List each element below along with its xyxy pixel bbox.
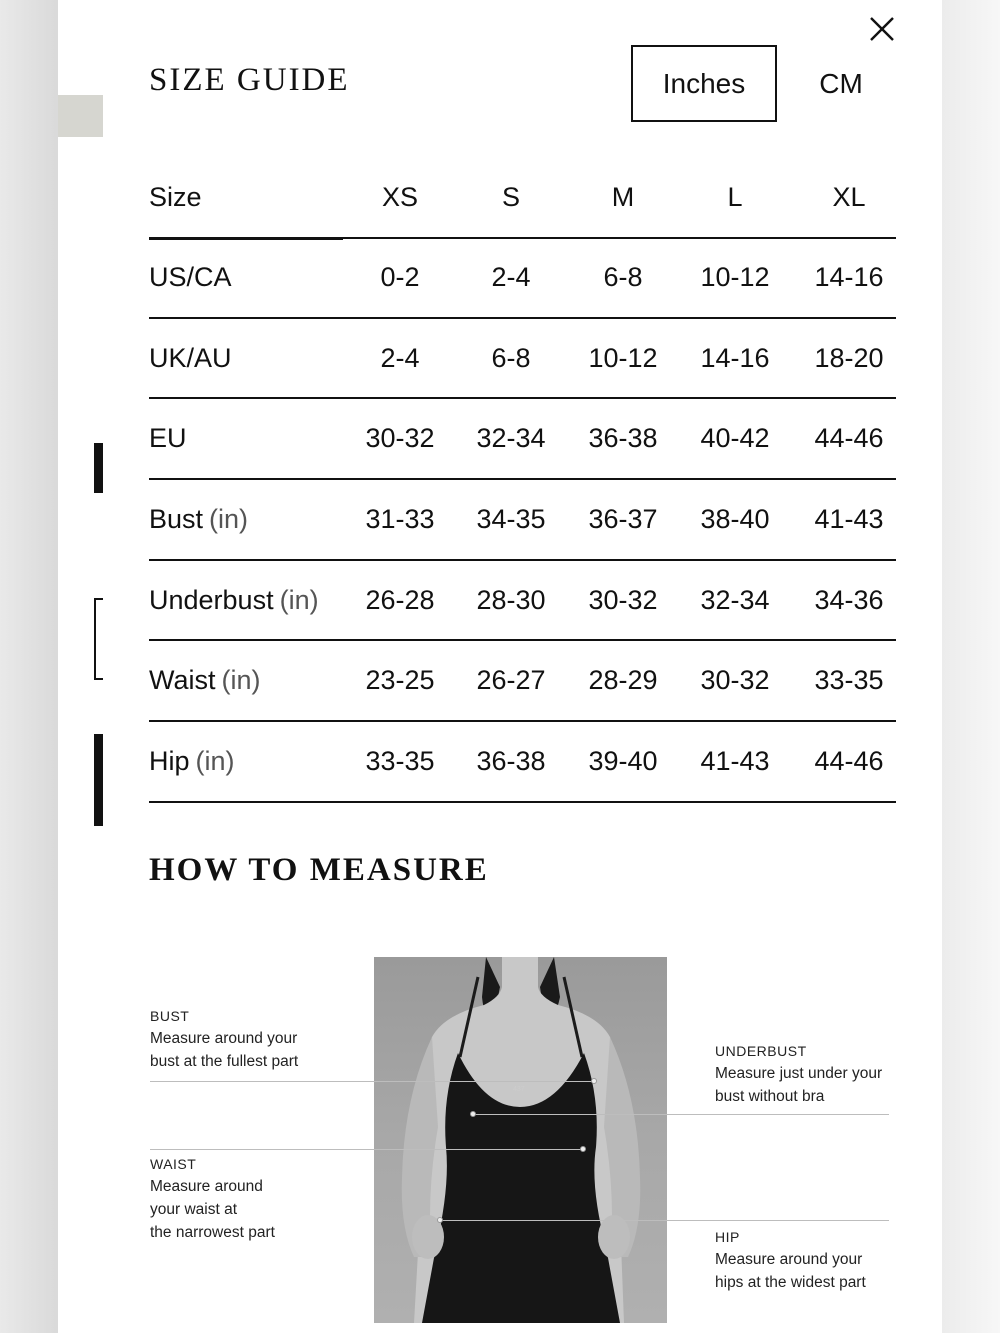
row-label-unit: (in) <box>195 745 235 776</box>
waist-title: WAIST <box>150 1156 197 1172</box>
table-cell: 33-35 <box>814 665 884 696</box>
hip-desc-line: hips at the widest part <box>715 1274 866 1291</box>
table-header-label: Size <box>149 182 202 212</box>
table-cell: 2-4 <box>491 261 531 292</box>
background-band <box>58 95 104 137</box>
model-figure-image <box>374 957 667 1323</box>
row-label-text: Underbust <box>149 584 274 615</box>
size-column-header: L <box>727 182 743 212</box>
model-figure-illustration <box>374 957 667 1323</box>
row-label <box>149 238 364 317</box>
hip-callout <box>715 1226 866 1294</box>
size-column-header: S <box>501 182 520 212</box>
table-cell: 28-29 <box>588 665 658 696</box>
table-cell: 26-27 <box>476 665 546 696</box>
underbust-marker <box>470 1111 476 1117</box>
waist-guide-line <box>150 1149 584 1150</box>
unit-toggle-cm[interactable]: CM <box>793 45 889 122</box>
table-cell: 10-12 <box>588 342 658 373</box>
underbust-title: UNDERBUST <box>715 1043 807 1059</box>
garment-tag: 437 <box>513 1086 525 1093</box>
row-label-text: UK/AU <box>149 342 232 373</box>
table-row <box>149 561 896 642</box>
hip-title: HIP <box>715 1229 740 1245</box>
hip-marker <box>437 1217 443 1223</box>
bust-guide-line <box>150 1081 596 1082</box>
underbust-guide-line <box>474 1114 889 1115</box>
background-page <box>58 0 104 1333</box>
row-label <box>149 480 364 559</box>
row-label-text: Bust <box>149 503 204 534</box>
bust-callout <box>150 1005 298 1073</box>
table-cell: 41-43 <box>814 503 884 534</box>
waist-callout <box>150 1153 275 1244</box>
table-cell: 36-38 <box>476 745 546 776</box>
size-table <box>149 157 896 803</box>
table-row <box>149 480 896 561</box>
table-cell: 38-40 <box>700 503 770 534</box>
table-row <box>149 399 896 480</box>
table-cell: 0-2 <box>380 261 420 292</box>
row-label-text: Hip <box>149 745 190 776</box>
table-header-row <box>149 157 896 238</box>
table-cell: 2-4 <box>380 342 420 373</box>
row-label <box>149 561 364 640</box>
close-button[interactable] <box>867 14 897 44</box>
waist-desc-line: Measure around <box>150 1178 263 1195</box>
size-column-header: M <box>611 182 635 212</box>
bust-desc-line: bust at the fullest part <box>150 1053 299 1070</box>
table-row <box>149 722 896 803</box>
table-row <box>149 319 896 400</box>
table-cell: 18-20 <box>814 342 884 373</box>
table-cell: 30-32 <box>700 665 770 696</box>
underbust-desc-line: Measure just under your <box>715 1065 883 1082</box>
table-cell: 34-35 <box>476 503 546 534</box>
table-cell: 41-43 <box>700 745 770 776</box>
row-label-text: Waist <box>149 665 216 696</box>
hip-desc-line: Measure around your <box>715 1251 863 1268</box>
bust-title: BUST <box>150 1008 190 1024</box>
size-guide-modal <box>103 0 942 1333</box>
hip-guide-line <box>441 1220 889 1221</box>
unit-toggle-inches[interactable]: Inches <box>631 45 777 122</box>
table-cell: 36-37 <box>588 503 658 534</box>
table-cell: 33-35 <box>365 745 435 776</box>
table-cell: 40-42 <box>700 423 770 454</box>
bust-desc-line: Measure around your <box>150 1030 298 1047</box>
waist-marker <box>580 1146 586 1152</box>
close-icon <box>867 14 897 44</box>
row-label-unit: (in) <box>209 503 249 534</box>
size-column-header: XS <box>381 182 419 212</box>
table-cell: 44-46 <box>814 423 884 454</box>
table-cell: 36-38 <box>588 423 658 454</box>
row-label-unit: (in) <box>221 665 261 696</box>
table-cell: 14-16 <box>814 261 884 292</box>
table-cell: 30-32 <box>588 584 658 615</box>
table-cell: 23-25 <box>365 665 435 696</box>
row-label-text: EU <box>149 423 187 454</box>
table-cell: 31-33 <box>365 503 435 534</box>
table-row <box>149 641 896 722</box>
background-overlay <box>0 0 60 1333</box>
waist-desc-line: your waist at <box>150 1201 238 1218</box>
size-column-header: XL <box>832 182 866 212</box>
table-cell: 10-12 <box>700 261 770 292</box>
table-row <box>149 238 896 319</box>
underbust-desc-line: bust without bra <box>715 1088 825 1105</box>
waist-desc-line: the narrowest part <box>150 1224 275 1241</box>
bust-marker <box>591 1078 597 1084</box>
row-label <box>149 399 364 478</box>
table-cell: 6-8 <box>603 261 643 292</box>
modal-title: SIZE GUIDE <box>149 62 350 98</box>
table-cell: 30-32 <box>365 423 435 454</box>
background-overlay-right <box>942 0 1000 1333</box>
table-cell: 39-40 <box>588 745 658 776</box>
row-label-text: US/CA <box>149 261 232 292</box>
underbust-callout <box>715 1040 882 1108</box>
table-cell: 32-34 <box>700 584 770 615</box>
table-cell: 34-36 <box>814 584 884 615</box>
row-label-unit: (in) <box>279 584 319 615</box>
row-label <box>149 641 364 720</box>
table-cell: 28-30 <box>476 584 546 615</box>
table-cell: 32-34 <box>476 423 546 454</box>
table-cell: 26-28 <box>365 584 435 615</box>
table-cell: 6-8 <box>491 342 531 373</box>
table-cell: 14-16 <box>700 342 770 373</box>
row-label <box>149 319 364 398</box>
how-to-measure-title: HOW TO MEASURE <box>149 852 489 888</box>
table-cell: 44-46 <box>814 745 884 776</box>
row-label <box>149 722 364 801</box>
